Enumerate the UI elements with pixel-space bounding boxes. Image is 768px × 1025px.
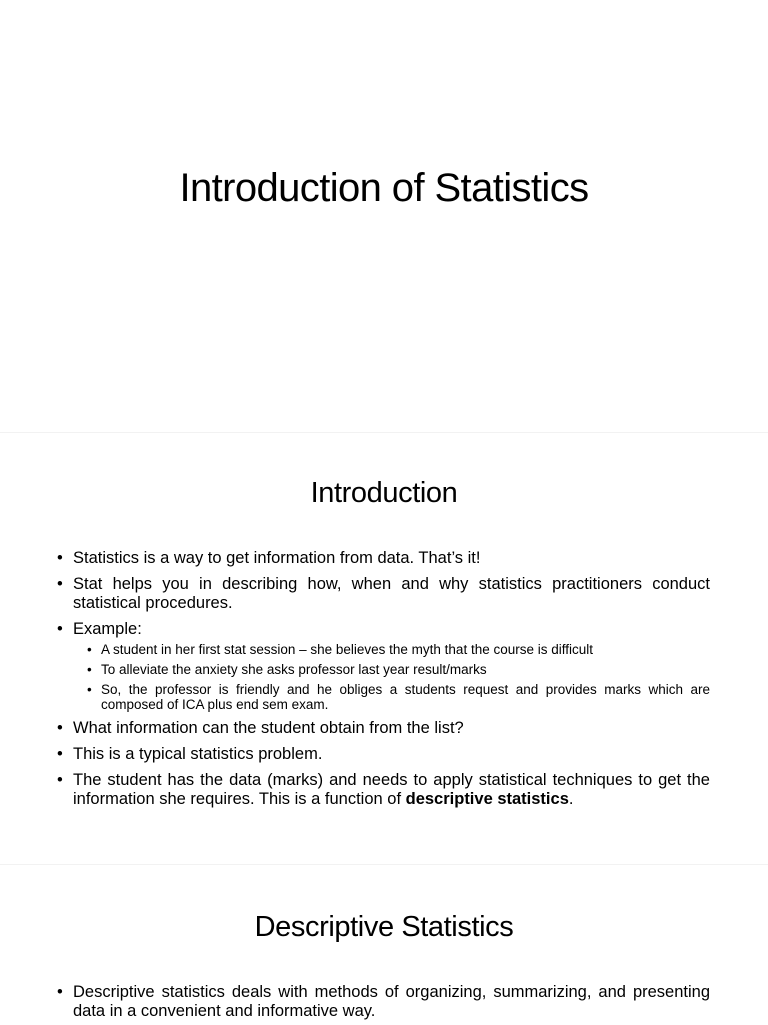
slide-title: Introduction [310, 477, 458, 509]
bold-term: descriptive statistics [405, 790, 569, 808]
bullet-list [57, 549, 710, 816]
bullet-text: The student has the data (marks) and needs to apply statistical techniques to get the information she requires. This is a function of [73, 771, 710, 808]
slide-title: Descriptive Statistics [254, 911, 514, 943]
sub-bullet-list [73, 642, 710, 712]
slide-title-page [0, 0, 768, 432]
presentation-title: Introduction of Statistics [179, 166, 589, 210]
bullet-item: • What information can the student obtain from the list? [57, 719, 710, 738]
sub-bullet-item: • To alleviate the anxiety she asks professor last year result/marks [73, 662, 710, 677]
bullet-item [57, 620, 710, 712]
bullet-item: • Statistics is a way to get information from data. That’s it! [57, 549, 710, 568]
slide-descriptive-statistics [0, 864, 768, 1025]
bullet-text: Example: [73, 620, 142, 638]
sub-bullet-item: • So, the professor is friendly and he obliges a students request and provides marks which are composed of ICA plus end sem exam. [73, 682, 710, 712]
bullet-item [57, 771, 710, 809]
bullet-text-end: . [568, 790, 574, 808]
sub-bullet-item: • A student in her first stat session – she believes the myth that the course is difficult [73, 642, 710, 657]
bullet-item: • Descriptive statistics deals with methods of organizing, summarizing, and presenting data in a convenient and informative way. [57, 983, 710, 1021]
slide-introduction [0, 432, 768, 865]
bullet-item: • Stat helps you in describing how, when and why statistics practitioners conduct statistical procedures. [57, 575, 710, 613]
bullet-list [57, 983, 710, 1025]
bullet-item: • This is a typical statistics problem. [57, 745, 710, 764]
